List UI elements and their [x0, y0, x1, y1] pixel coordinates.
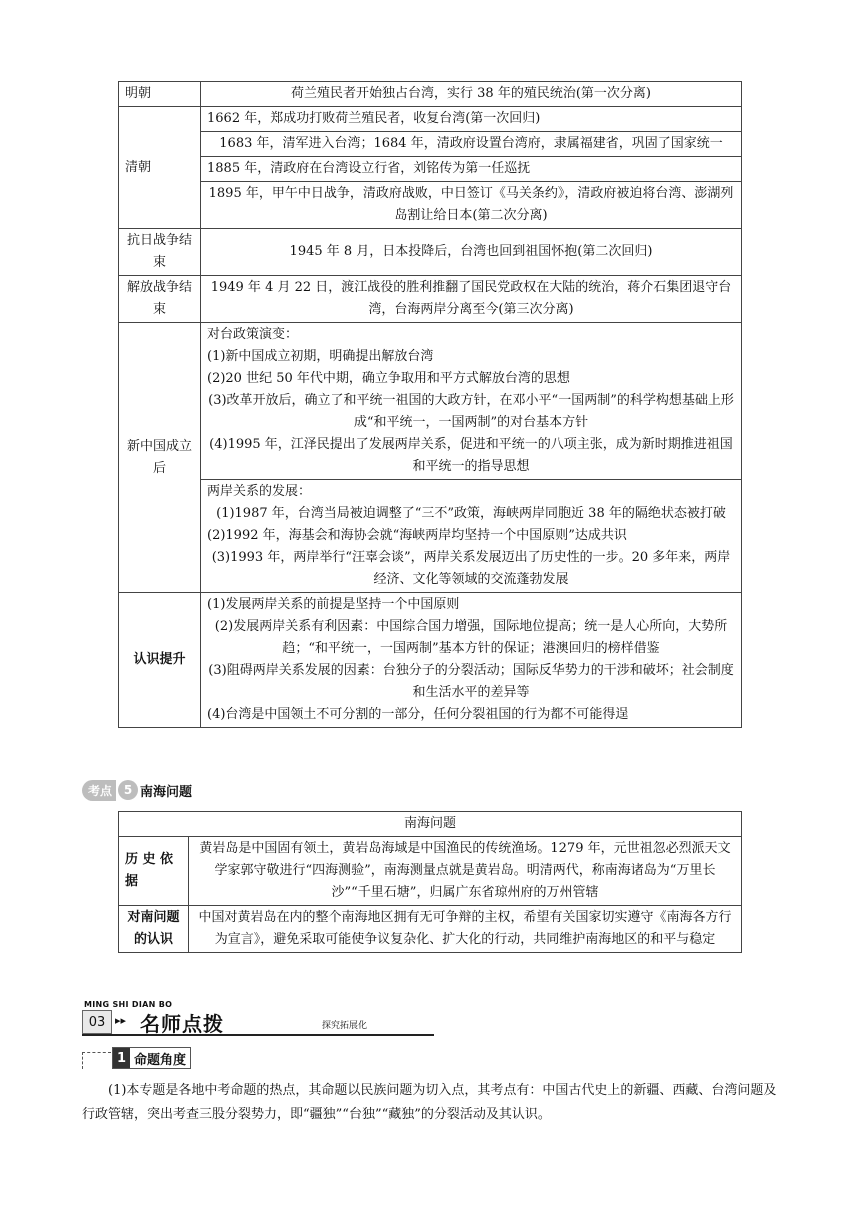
row-text: 中国对黄岩岛在内的整个南海地区拥有无可争辩的主权，希望有关国家切实遵守《南海各方行为宣言》，避免采取可能使争议复杂化、扩大化的行动，共同维护南海地区的和平与稳定 [189, 906, 742, 953]
insight-cell [201, 593, 742, 728]
table-header: 南海问题 [119, 812, 742, 837]
angle-box [112, 1047, 191, 1069]
cross-strait-cell [201, 480, 742, 593]
row-label: 明朝 [119, 82, 201, 107]
row-label: 认识提升 [119, 593, 201, 728]
taiwan-history-table [118, 81, 742, 728]
list-item: (4)1995 年，江泽民提出了发展两岸关系，促进和平统一的八项主张，成为新时期推进祖国和平统一的指导思想 [209, 437, 733, 474]
section-number: 03 [82, 1010, 112, 1034]
row-text: 荷兰殖民者开始独占台湾，实行 38 年的殖民统治(第一次分离) [201, 82, 742, 107]
list-item: (4)台湾是中国领土不可分割的一部分，任何分裂祖国的行为都不可能得逞 [207, 707, 629, 722]
table-row [119, 323, 742, 480]
section-subtitle: 探究拓展化 [322, 1021, 368, 1031]
dashed-bracket-icon [82, 1052, 111, 1069]
list-item: (1)发展两岸关系的前提是坚持一个中国原则 [207, 597, 460, 612]
table-row [119, 593, 742, 728]
section-divider [82, 1034, 434, 1036]
row-text: 1949 年 4 月 22 日，渡江战役的胜利推翻了国民党政权在大陆的统治，蒋介石集团退守台湾，台海两岸分离至今(第三次分离) [201, 276, 742, 323]
row-label: 抗日战争结束 [119, 229, 201, 276]
angle-number: 1 [113, 1048, 130, 1068]
cross-title: 两岸关系的发展： [207, 484, 312, 499]
row-text: 1945 年 8 月，日本投降后，台湾也回到祖国怀抱(第二次回归) [201, 229, 742, 276]
kaodian-tag: 考点 [82, 780, 116, 801]
list-item: (3)改革开放后，确立了和平统一祖国的大政方针，在邓小平“一国两制”的科学构想基础上形成“和平统一，一国两制”的对台基本方针 [208, 393, 734, 430]
table-row [119, 229, 742, 276]
row-text: 1885 年，清政府在台湾设立行省，刘铭传为第一任巡抚 [201, 157, 742, 182]
table-row [119, 480, 742, 593]
table-row [119, 157, 742, 182]
row-text: 黄岩岛是中国固有领土，黄岩岛海域是中国渔民的传统渔场。1279 年，元世祖忽必烈派天文学家郭守敬进行“四海测验”，南海测量点就是黄岩岛。明清两代，称南海诸岛为“万里长沙”“千里石塘”，归属广东省琼州府的万州管辖 [189, 837, 742, 906]
list-item: (1)1987 年，台湾当局被迫调整了“三不”政策，海峡两岸同胞近 38 年的隔绝状态被打破 [216, 506, 726, 521]
row-label: 历 史 依 据 [119, 837, 189, 906]
list-item: (3)阻碍两岸关系发展的因素：台独分子的分裂活动；国际反华势力的干涉和破坏；社会制度和生活水平的差异等 [208, 663, 734, 700]
list-item: (2)1992 年，海基会和海协会就“海峡两岸均坚持一个中国原则”达成共识 [207, 528, 627, 543]
row-label: 对南问题的认识 [119, 906, 189, 953]
policy-title: 对台政策演变： [207, 327, 299, 342]
kaodian-number: 5 [118, 780, 138, 800]
row-label: 清朝 [119, 107, 201, 229]
section-pinyin: MING SHI DIAN BO [84, 1000, 173, 1009]
kaodian-title: 南海问题 [140, 784, 193, 800]
row-text: 1662 年，郑成功打败荷兰殖民者，收复台湾(第一次回归) [201, 107, 742, 132]
kaodian-heading [82, 779, 192, 801]
row-label: 新中国成立后 [119, 323, 201, 593]
table-row [119, 107, 742, 132]
section-header [82, 1000, 434, 1036]
section-title: 名师点拨 [140, 1012, 224, 1036]
table-row [119, 837, 742, 906]
row-text: 1683 年，清军进入台湾；1684 年，清政府设置台湾府，隶属福建省，巩固了国家统一 [201, 132, 742, 157]
list-item: (2)20 世纪 50 年代中期，确立争取用和平方式解放台湾的思想 [207, 371, 570, 386]
list-item: (1)新中国成立初期，明确提出解放台湾 [207, 349, 434, 364]
table-row [119, 906, 742, 953]
body-paragraph: (1)本专题是各地中考命题的热点，其命题以民族问题为切入点，其考点有：中国古代史上的新疆、西藏、台湾问题及行政管辖，突出考查三股分裂势力，即“疆独”“台独”“藏独”的分裂活动及其认识。 [82, 1083, 777, 1122]
list-item: (3)1993 年，两岸举行“汪辜会谈”，两岸关系发展迈出了历史性的一步。20 多年来，两岸经济、文化等领域的交流蓬勃发展 [211, 550, 731, 587]
row-text: 1895 年，甲午中日战争，清政府战败，中日签订《马关条约》，清政府被迫将台湾、澎湖列岛割让给日本(第二次分离) [201, 182, 742, 229]
angle-heading [82, 1046, 212, 1074]
table-row [119, 276, 742, 323]
table-header-row [119, 812, 742, 837]
row-label: 解放战争结束 [119, 276, 201, 323]
table-row [119, 82, 742, 107]
angle-title: 命题角度 [134, 1052, 187, 1068]
list-item: (2)发展两岸关系有利因素：中国综合国力增强，国际地位提高；统一是人心所向，大势所趋；“和平统一，一国两制”基本方针的保证；港澳回归的榜样借鉴 [214, 619, 728, 656]
table-row [119, 132, 742, 157]
south-china-sea-table [118, 811, 742, 953]
policy-cell [201, 323, 742, 480]
table-row [119, 182, 742, 229]
double-arrow-icon: ▸▸ [115, 1014, 127, 1027]
